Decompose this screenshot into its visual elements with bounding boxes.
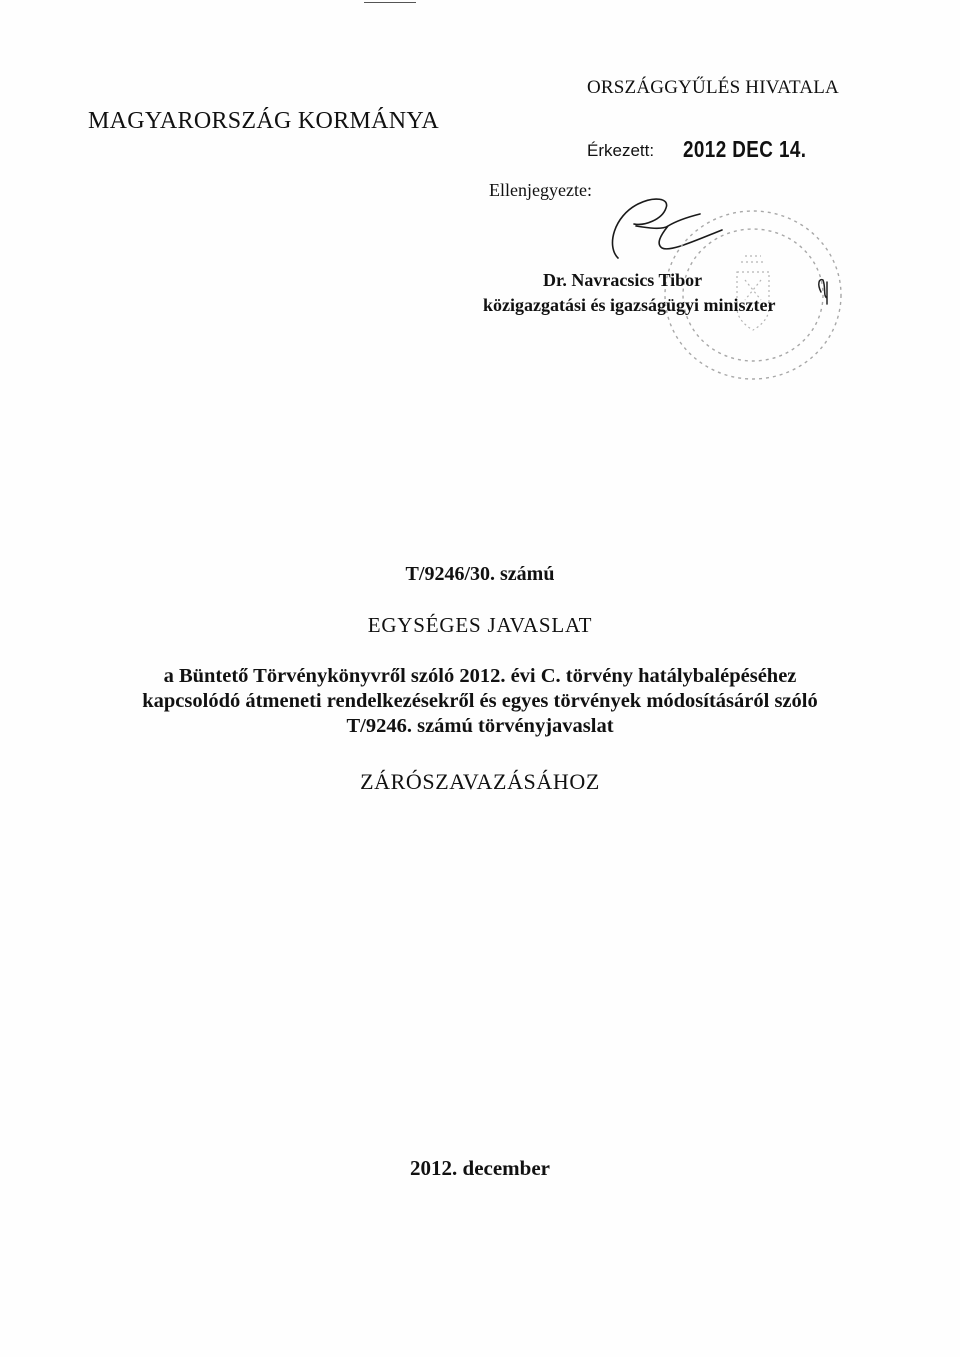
received-date-stamp: 2012 DEC 14. (683, 136, 807, 162)
document-date: 2012. december (410, 1156, 550, 1180)
subject-line: a Büntető Törvénykönyvről szóló 2012. évi C. törvény hatálybalépéséhez (163, 665, 797, 687)
document-subject (0, 664, 960, 739)
scan-edge-mark (364, 2, 416, 3)
received-label: Érkezett: (587, 141, 655, 160)
document-type-heading: EGYSÉGES JAVASLAT (367, 613, 593, 637)
subject-line: T/9246. számú törvényjavaslat (346, 715, 614, 737)
purpose-heading: ZÁRÓSZAVAZÁSÁHOZ (360, 769, 600, 794)
minister-title: közigazgatási és igazságügyi miniszter (483, 295, 776, 315)
minister-name: Dr. Navracsics Tibor (543, 270, 703, 290)
countersign-label: Ellenjegyezte: (489, 180, 592, 200)
subject-line: kapcsolódó átmeneti rendelkezésekről és egyes törvények módosításáról szóló (142, 690, 818, 712)
government-heading: MAGYARORSZÁG KORMÁNYA (88, 108, 440, 134)
document-reference: T/9246/30. számú (405, 563, 555, 585)
office-heading: ORSZÁGGYŰLÉS HIVATALA (587, 77, 839, 98)
